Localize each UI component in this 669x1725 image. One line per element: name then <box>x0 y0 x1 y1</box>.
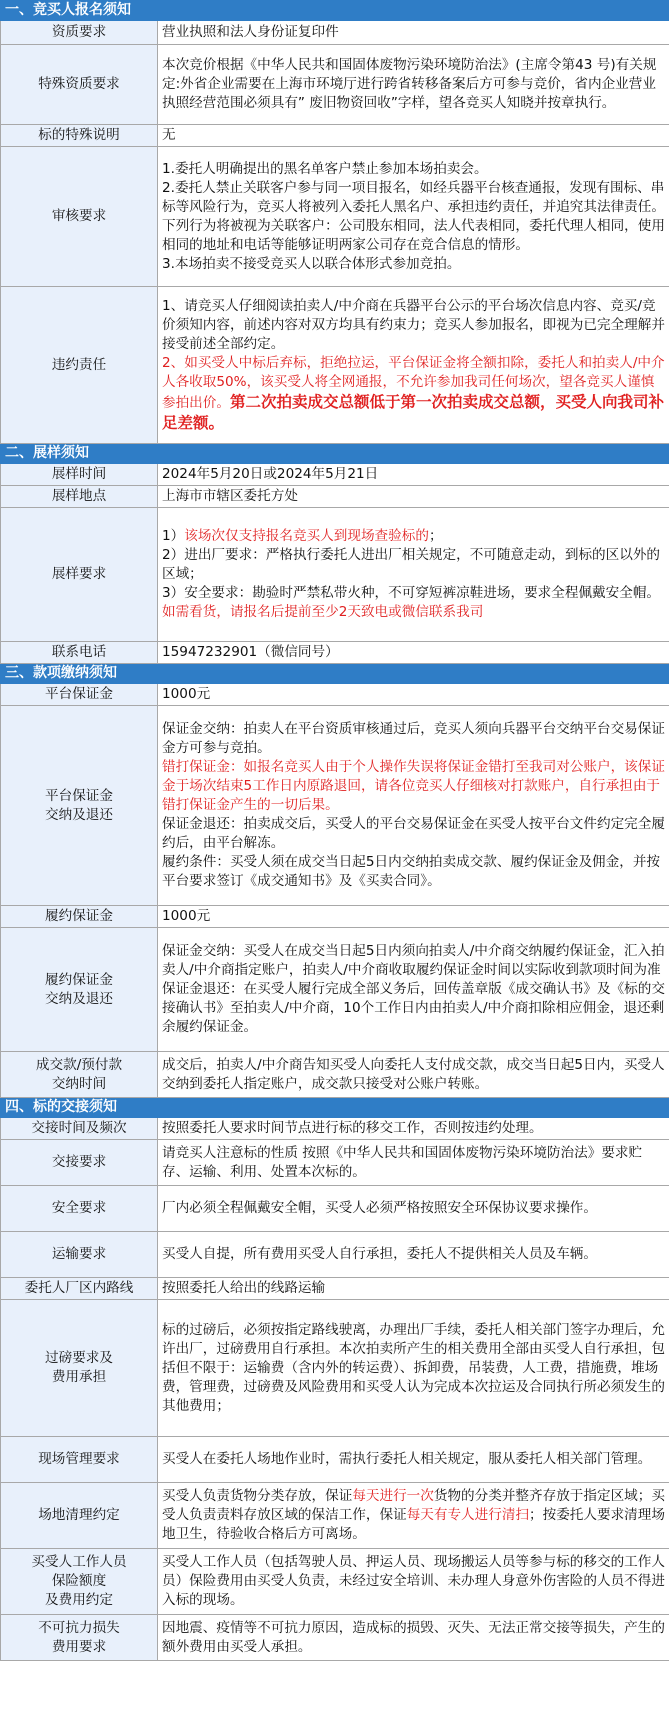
text-line: 保证金交纳：拍卖人在平台资质审核通过后，竞买人须向兵器平台交纳平台交易保证金方可参与竞拍。 <box>162 721 665 756</box>
row-label: 交接要求 <box>1 1140 158 1186</box>
table-row <box>1 21 669 45</box>
section-header <box>1 1 669 21</box>
table-row <box>1 508 669 642</box>
section-1-title: 一、竞买人报名须知 <box>1 1 669 21</box>
row-content <box>158 928 669 1052</box>
row-label: 特殊资质要求 <box>1 45 158 125</box>
text-line: 保证金交纳：买受人在成交当日起5日内须向拍卖人/中介商交纳履约保证金，汇入拍卖人/中介商指定账户，拍卖人/中介商收取履约保证金时间以实际收到款项时间为准 <box>162 943 665 978</box>
row-content: 厂内必须全程佩戴安全帽，买受人必须严格按照安全环保协议要求操作。 <box>158 1186 669 1232</box>
row-content: 上海市市辖区委托方处 <box>158 486 669 508</box>
row-label: 运输要求 <box>1 1232 158 1278</box>
row-label: 过磅要求及 费用承担 <box>1 1300 158 1437</box>
row-label: 违约责任 <box>1 287 158 444</box>
row-label: 平台保证金 <box>1 684 158 706</box>
text-line: 履约条件：买受人须在成交当日起5日内交纳拍卖成交款、履约保证金及佣金，并按平台要求签订《成交通知书》及《买卖合同》。 <box>162 854 661 889</box>
table-row <box>1 1052 669 1098</box>
row-label: 履约保证金 <box>1 906 158 928</box>
row-content: 买受人工作人员（包括驾驶人员、押运人员、现场搬运人员等参与标的移交的工作人员）保险费用由买受人负责，未经过安全培训、未办理人身意外伤害险的人员不得进入标的现场。 <box>158 1549 669 1615</box>
red-text: 2、如买受人中标后弃标，拒绝拉运，平台保证金将全额扣除，委托人和拍卖人/中介人各收取50%，该买受人将全网通报，不允许参加我司任何场次，望各竞买人谨慎参拍出价。 <box>162 354 665 411</box>
row-content: 无 <box>158 125 669 147</box>
section-2-title: 二、展样须知 <box>1 444 669 464</box>
table-row <box>1 1437 669 1483</box>
red-text: 该场次仅支持报名竞买人到现场查验标的 <box>184 528 429 544</box>
text-line: 3）安全要求：勘验时严禁私带火种，不可穿短裤凉鞋进场，要求全程佩戴安全帽。 <box>162 585 661 601</box>
row-label: 不可抗力损失 费用要求 <box>1 1615 158 1661</box>
table-row <box>1 706 669 906</box>
row-content: 买受人自提，所有费用买受人自行承担，委托人不提供相关人员及车辆。 <box>158 1232 669 1278</box>
row-content <box>158 287 669 444</box>
table-row <box>1 1140 669 1186</box>
row-label: 平台保证金 交纳及退还 <box>1 706 158 906</box>
table-row <box>1 486 669 508</box>
row-label: 标的特殊说明 <box>1 125 158 147</box>
text-line: 1、请竞买人仔细阅读拍卖人/中介商在兵器平台公示的平台场次信息内容、竞买/竞价须知内容，前述内容对双方均具有约束力；竞买人参加报名，即视为已完全理解并接受前述全部约定。 <box>162 297 665 352</box>
row-label: 展样地点 <box>1 486 158 508</box>
text-line <box>162 354 665 434</box>
row-label: 展样时间 <box>1 464 158 486</box>
row-label: 审核要求 <box>1 147 158 287</box>
section-4-title: 四、标的交接须知 <box>1 1098 669 1118</box>
table-row <box>1 1232 669 1278</box>
table-row <box>1 642 669 664</box>
row-content: 买受人负责货物分类存放，保证每天进行一次货物的分类并整齐存放于指定区域；买受人负责责料存放区域的保洁工作，保证每天有专人进行清扫；按委托人要求清理场地卫生，待验收合格后方可离场。 <box>158 1483 669 1549</box>
row-content: 2024年5月20日或2024年5月21日 <box>158 464 669 486</box>
row-content: 请竞买人注意标的性质 按照《中华人民共和国固体废物污染环境防治法》要求贮存、运输、利用、处置本次标的。 <box>158 1140 669 1186</box>
table-row <box>1 684 669 706</box>
text-line: 3.本场拍卖不接受竞买人以联合体形式参加竞拍。 <box>162 255 461 272</box>
table-row <box>1 1278 669 1300</box>
row-content: 按照委托人给出的线路运输 <box>158 1278 669 1300</box>
table-row <box>1 125 669 147</box>
row-content <box>158 508 669 642</box>
bold-serif-text: 第二次拍卖成交总额低于第一次拍卖成交总额，买受人向我司补足差额。 <box>162 391 664 432</box>
row-content: 本次竞价根据《中华人民共和国固体废物污染环境防治法》(主席令第43 号)有关规定:外省企业需要在上海市环境厅进行跨省转移备案后方可参与竞价，省内企业营业执照经营范围必须具有” 废旧物资回收”字样，望各竞买人知晓并按章执行。 <box>158 45 669 125</box>
text-line: 保证金退还：在买受人履行完成全部义务后，回传盖章版《成交确认书》及《标的交接确认书》至拍卖人/中介商，10个工作日内由拍卖人/中介商扣除相应佣金，退还剩余履约保证金。 <box>162 981 665 1035</box>
row-label: 场地清理约定 <box>1 1483 158 1549</box>
table-row <box>1 1300 669 1437</box>
row-content: 按照委托人要求时间节点进行标的移交工作，否则按违约处理。 <box>158 1118 669 1140</box>
text-line: 2.委托人禁止关联客户参与同一项目报名，如经兵器平台核查通报，发现有围标、串标等风险行为，竞买人将被列入委托人黑名户、承担违约责任，并追究其法律责任。下列行为将被视为关联客户：公司股东相同，法人代表相同，委托代理人相同，使用相同的地址和电话等能够证明两家公司存在竞合信息的情形。 <box>162 179 665 253</box>
row-label: 委托人厂区内路线 <box>1 1278 158 1300</box>
row-label: 交接时间及频次 <box>1 1118 158 1140</box>
table-row <box>1 147 669 287</box>
row-label: 现场管理要求 <box>1 1437 158 1483</box>
row-content: 成交后，拍卖人/中介商告知买受人向委托人支付成交款，成交当日起5日内，买受人交纳到委托人指定账户，成交款只接受对公账户转账。 <box>158 1052 669 1098</box>
table-row <box>1 287 669 444</box>
table-row <box>1 1615 669 1661</box>
row-content <box>158 147 669 287</box>
row-content: 标的过磅后，必须按指定路线驶离，办理出厂手续，委托人相关部门签字办理后，允许出厂，过磅费用自行承担。本次拍卖所产生的相关费用全部由买受人自行承担，包括但不限于：运输费（含内外的转运费）、拆卸费，吊装费，人工费，措施费，堆场费，管理费，过磅费及风险费用和买受人认为完成本次拉运及合同执行所必须发生的其他费用； <box>158 1300 669 1437</box>
table-row <box>1 1549 669 1615</box>
table-row <box>1 464 669 486</box>
table-row <box>1 928 669 1052</box>
text-line: 1.委托人明确提出的黑名单客户禁止参加本场拍卖会。 <box>162 160 488 177</box>
row-content: 因地震、疫情等不可抗力原因，造成标的损毁、灭失、无法正常交接等损失，产生的额外费用由买受人承担。 <box>158 1615 669 1661</box>
row-content: 1000元 <box>158 906 669 928</box>
row-content: 1000元 <box>158 684 669 706</box>
row-label: 买受人工作人员 保险额度 及费用约定 <box>1 1549 158 1615</box>
row-label: 资质要求 <box>1 21 158 45</box>
row-content: 营业执照和法人身份证复印件 <box>158 21 669 45</box>
red-text: 每天进行一次 <box>352 1488 434 1504</box>
text-line: 2）进出厂要求：严格执行委托人进出厂相关规定，不可随意走动，到标的区以外的区域； <box>162 547 661 582</box>
red-text: 每天有专人进行清扫 <box>406 1507 530 1523</box>
section-header <box>1 1098 669 1118</box>
text-line: 错打保证金：如报名竞买人由于个人操作失误将保证金错打至我司对公账户，该保证金于场次结束5工作日内原路退回，请各位竞买人仔细核对打款账户，自行承担由于错打保证金产生的一切后果。 <box>162 759 665 813</box>
table-row <box>1 1483 669 1549</box>
row-label: 安全要求 <box>1 1186 158 1232</box>
text-line: 保证金退还：拍卖成交后，买受人的平台交易保证金在买受人按平台文件约定完全履约后，由平台解冻。 <box>162 816 665 851</box>
table-row <box>1 45 669 125</box>
section-header <box>1 664 669 684</box>
section-header <box>1 444 669 464</box>
text-line: 如需看货，请报名后提前至少2天致电或微信联系我司 <box>162 604 484 620</box>
row-content <box>158 706 669 906</box>
section-3-title: 三、款项缴纳须知 <box>1 664 669 684</box>
table-row <box>1 906 669 928</box>
table-row <box>1 1186 669 1232</box>
row-label: 联系电话 <box>1 642 158 664</box>
table-row <box>1 1118 669 1140</box>
row-label: 履约保证金 交纳及退还 <box>1 928 158 1052</box>
phone-number: 15947232901（微信同号） <box>158 642 669 664</box>
row-label: 成交款/预付款 交纳时间 <box>1 1052 158 1098</box>
text-line: 1）该场次仅支持报名竞买人到现场查验标的； <box>162 528 443 544</box>
row-label: 展样要求 <box>1 508 158 642</box>
row-content: 买受人在委托人场地作业时，需执行委托人相关规定，服从委托人相关部门管理。 <box>158 1437 669 1483</box>
